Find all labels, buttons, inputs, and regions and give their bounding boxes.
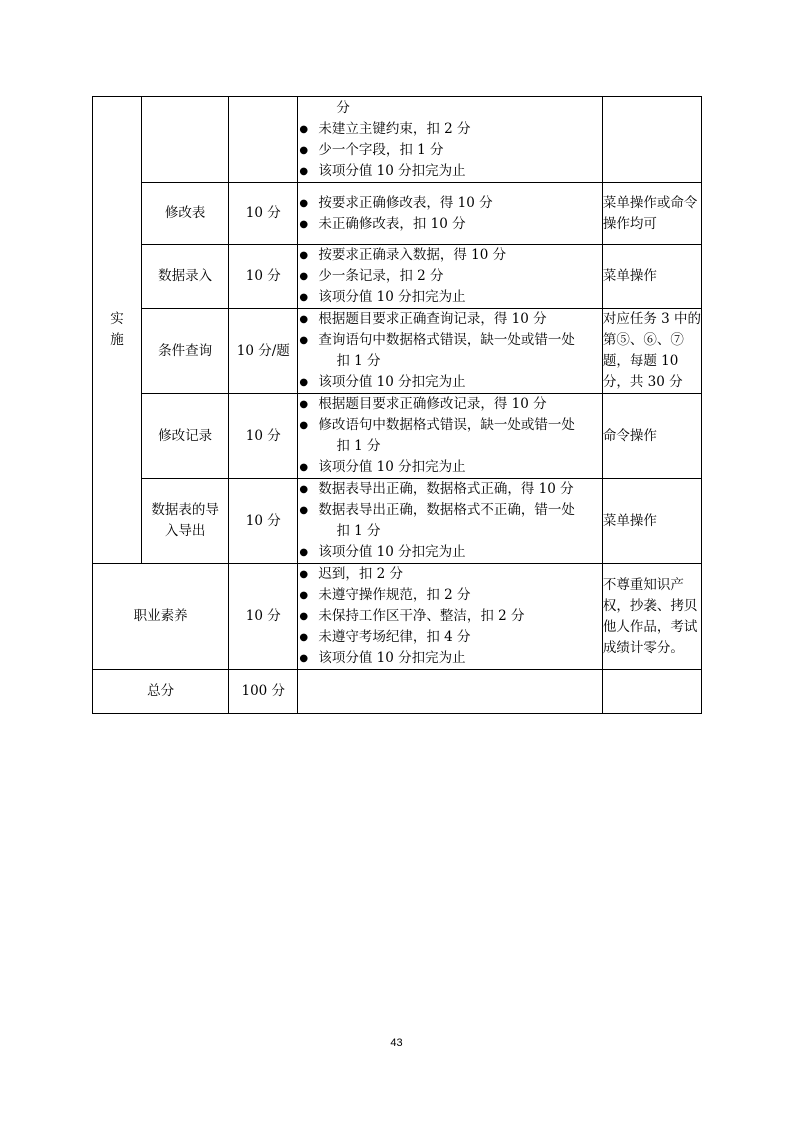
criteria-cell [298, 564, 603, 670]
criteria-cell [298, 394, 603, 479]
table-row [93, 479, 702, 564]
criteria-item: ● 数据表导出正确，数据格式正确，得 10 分 [298, 479, 602, 500]
criteria-cell [298, 183, 603, 245]
criteria-item: ● 按要求正确录入数据，得 10 分 [298, 245, 602, 266]
criteria-item: ● 少一个字段，扣 1 分 [298, 140, 602, 161]
page-number: 43 [390, 1037, 403, 1049]
score-cell: 10 分 [229, 183, 298, 245]
item-cell: 职业素养 [93, 564, 229, 670]
item-cell [142, 97, 229, 183]
note-cell [602, 97, 701, 183]
table-row [93, 245, 702, 309]
criteria-item: 分 [336, 99, 350, 116]
scoring-table [92, 96, 702, 714]
criteria-item: ● 该项分值 10 分扣完为止 [298, 287, 602, 308]
note-cell: 对应任务 3 中的第⑤、⑥、⑦题，每题 10 分，共 30 分 [602, 309, 701, 394]
note-cell: 不尊重知识产权，抄袭、拷贝他人作品，考试成绩计零分。 [602, 564, 701, 670]
note-cell: 菜单操作 [602, 245, 701, 309]
criteria-item: ● 未保持工作区干净、整洁，扣 2 分 [298, 606, 602, 627]
table-row [93, 309, 702, 394]
criteria-item: ● 该项分值 10 分扣完为止 [298, 457, 602, 478]
item-cell [142, 479, 229, 564]
criteria-item: ● 查询语句中数据格式错误，缺一处或错一处 [298, 330, 602, 351]
item-cell: 修改记录 [142, 394, 229, 479]
table-row [93, 97, 702, 183]
criteria-item: ● 未遵守操作规范，扣 2 分 [298, 585, 602, 606]
score-cell: 10 分 [229, 564, 298, 670]
item-cell: 条件查询 [142, 309, 229, 394]
criteria-item: ● 迟到，扣 2 分 [298, 564, 602, 585]
criteria-item: ● 根据题目要求正确修改记录，得 10 分 [298, 394, 602, 415]
table-row [93, 564, 702, 670]
criteria-item: 扣 1 分 [336, 523, 381, 539]
criteria-cell [298, 479, 603, 564]
note-cell [602, 670, 701, 714]
item-line: 入导出 [164, 523, 206, 539]
criteria-item: 扣 1 分 [336, 353, 381, 369]
score-cell: 10 分/题 [229, 309, 298, 394]
note-cell: 菜单操作 [602, 479, 701, 564]
score-cell [229, 97, 298, 183]
note-cell: 命令操作 [602, 394, 701, 479]
score-cell: 10 分 [229, 394, 298, 479]
criteria-item: ● 按要求正确修改表，得 10 分 [298, 193, 602, 214]
criteria-item: ● 根据题目要求正确查询记录，得 10 分 [298, 309, 602, 330]
criteria-cell [298, 670, 603, 714]
note-cell: 菜单操作或命令操作均可 [602, 183, 701, 245]
criteria-item: 扣 1 分 [336, 438, 381, 454]
item-cell: 修改表 [142, 183, 229, 245]
table-row [93, 670, 702, 714]
table-row [93, 183, 702, 245]
score-cell: 10 分 [229, 479, 298, 564]
criteria-item: ● 该项分值 10 分扣完为止 [298, 648, 602, 669]
stage-cell [93, 97, 142, 564]
criteria-cell [298, 97, 603, 183]
criteria-item: ● 该项分值 10 分扣完为止 [298, 542, 602, 563]
criteria-cell [298, 245, 603, 309]
total-label: 总分 [93, 670, 229, 714]
criteria-item: ● 少一条记录，扣 2 分 [298, 266, 602, 287]
stage-char: 施 [110, 332, 124, 348]
criteria-item: ● 该项分值 10 分扣完为止 [298, 372, 602, 393]
criteria-item: ● 未建立主键约束，扣 2 分 [298, 119, 602, 140]
criteria-item: ● 未遵守考场纪律，扣 4 分 [298, 627, 602, 648]
item-cell: 数据录入 [142, 245, 229, 309]
criteria-item: ● 修改语句中数据格式错误，缺一处或错一处 [298, 415, 602, 436]
stage-char: 实 [110, 311, 124, 327]
item-line: 数据表的导 [151, 502, 219, 518]
criteria-item: ● 数据表导出正确，数据格式不正确，错一处 [298, 500, 602, 521]
score-cell: 10 分 [229, 245, 298, 309]
table-row [93, 394, 702, 479]
total-score: 100 分 [229, 670, 298, 714]
criteria-item: ● 未正确修改表，扣 10 分 [298, 214, 602, 235]
criteria-cell [298, 309, 603, 394]
criteria-item: ● 该项分值 10 分扣完为止 [298, 161, 602, 182]
